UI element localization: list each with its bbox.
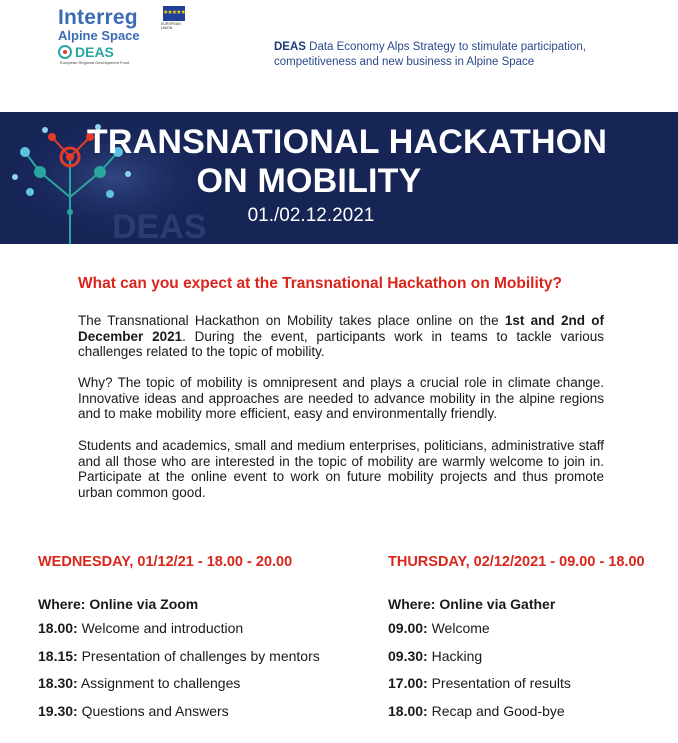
item-time: 18.30:: [38, 675, 78, 691]
item-time: 09.00:: [388, 620, 428, 636]
schedule-item: [38, 620, 358, 648]
banner-title-line2: ON MOBILITY: [196, 162, 422, 200]
item-text: Presentation of challenges by mentors: [77, 647, 320, 664]
schedule-item: [38, 648, 358, 676]
p1-after: . During the event, participants work in teams to tackle various challenges related to the topic of mobility.: [78, 328, 605, 359]
eu-flag-icon: ★★★★★: [163, 6, 185, 21]
schedule-thursday: [388, 554, 668, 730]
item-time: 19.30:: [38, 702, 78, 719]
deas-logo-text: DEAS: [75, 44, 114, 60]
item-text: Welcome: [427, 620, 490, 636]
eu-caption: EUROPEAN UNION: [161, 22, 181, 30]
schedule-item: [388, 620, 668, 648]
project-tagline: [274, 40, 644, 70]
deas-logo-icon: [58, 45, 72, 59]
tagline-bold: DEAS: [274, 41, 306, 53]
wednesday-where: Where: Online via Zoom: [38, 596, 199, 612]
item-text: Presentation of results: [427, 675, 571, 691]
p1-before: The Transnational Hackathon on Mobility takes place online on the: [78, 313, 505, 328]
item-text: Hacking: [427, 647, 483, 664]
schedule-item: [388, 675, 668, 703]
intro-paragraph-2: Why? The topic of mobility is omnipresent and plays a crucial role in climate change. Innovative ideas and approaches are needed to advance mobility in the alpine regions and to make mobility more efficient, easy and environmentally friendly.: [78, 375, 604, 421]
deas-logo: [58, 44, 198, 60]
event-banner: [0, 112, 678, 244]
item-time: 18.00:: [38, 620, 78, 636]
program-region: Alpine Space: [58, 28, 140, 43]
intro-question: What can you expect at the Transnational Hackathon on Mobility?: [78, 275, 563, 292]
schedule-item: [388, 703, 668, 731]
interreg-logo: [58, 6, 198, 65]
schedule-item: [38, 703, 358, 731]
p1-bold: 1st and 2nd of December 2021: [78, 313, 604, 344]
schedule-wednesday: [38, 554, 358, 730]
item-time: 18.00:: [388, 702, 428, 719]
item-time: 18.15:: [38, 647, 78, 664]
item-text: Recap and Good-bye: [427, 702, 565, 719]
wednesday-heading: WEDNESDAY, 01/12/21 - 18.00 - 20.00: [38, 554, 293, 570]
item-text: Assignment to challenges: [77, 675, 241, 691]
item-text: Welcome and introduction: [77, 620, 244, 636]
fund-caption: European Regional Development Fund: [60, 60, 130, 65]
schedule-item: [38, 675, 358, 703]
item-time: 09.30:: [388, 647, 428, 664]
intro-paragraph-1: [78, 313, 604, 360]
thursday-heading: THURSDAY, 02/12/2021 - 09.00 - 18.00: [388, 554, 645, 570]
program-name: Interreg: [58, 6, 138, 29]
item-time: 17.00:: [388, 675, 428, 691]
tagline-text: Data Economy Alps Strategy to stimulate participation, competitiveness and new business in Alpine Space: [274, 41, 586, 68]
banner-watermark: DEAS: [112, 208, 207, 244]
thursday-where: Where: Online via Gather: [388, 596, 556, 612]
banner-title-line1: TRANSNATIONAL HACKATHON: [86, 123, 608, 161]
schedule-item: [388, 648, 668, 676]
intro-paragraph-3: Students and academics, small and medium enterprises, politicians, administrative staff and all those who are interested in the topic of mobility are warmly welcome to join in. Participate at the online event to work on future mobility projects and thus promote urban common good.: [78, 438, 604, 500]
item-text: Questions and Answers: [77, 702, 229, 719]
banner-dates: 01./02.12.2021: [247, 205, 375, 226]
